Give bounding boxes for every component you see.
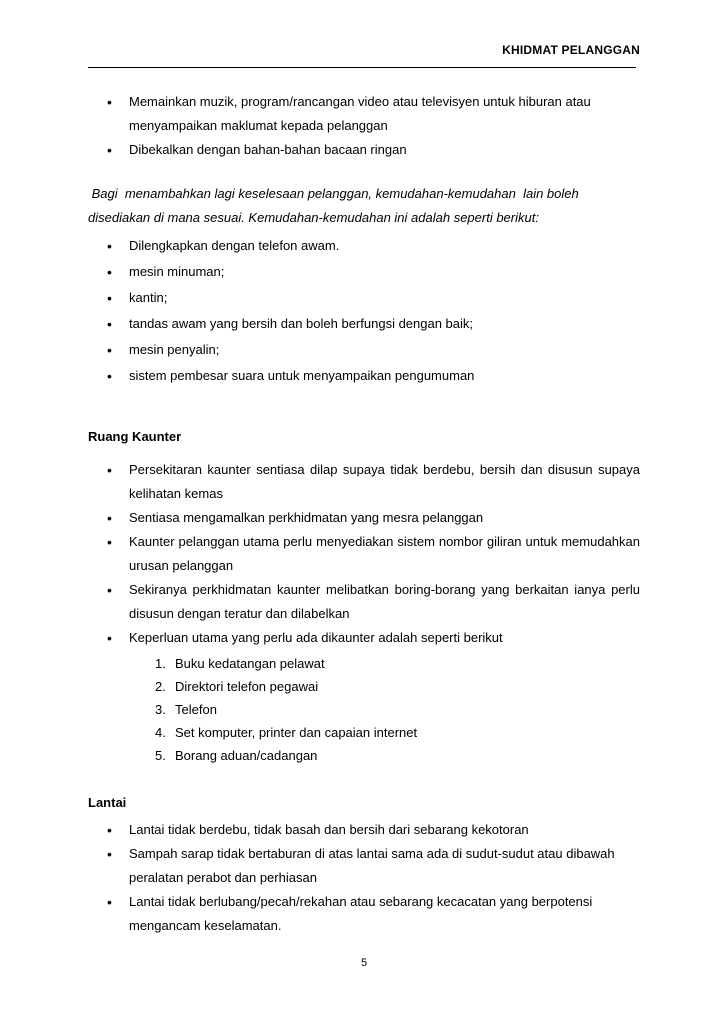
counter-requirements-list [88, 652, 640, 767]
list-item: • Lantai tidak berlubang/pecah/rekahan atau sebarang kecacatan yang berpotensi mengancam keselamatan. [88, 890, 640, 938]
entertainment-list [88, 90, 640, 162]
numbered-item: 3. Telefon [155, 702, 217, 717]
list-item: • Kaunter pelanggan utama perlu menyediakan sistem nombor giliran untuk memudahkan urusan pelanggan [88, 530, 640, 578]
list-item: • sistem pembesar suara untuk menyampaikan pengumuman [88, 364, 640, 388]
list-item: • kantin; [88, 286, 640, 310]
bullet-icon: • [107, 342, 112, 358]
list-item: • Sampah sarap tidak bertaburan di atas lantai sama ada di sudut-sudut atau dibawah peralatan perabot dan perhiasan [88, 842, 640, 890]
list-item: • Sentiasa mengamalkan perkhidmatan yang mesra pelanggan [88, 506, 640, 530]
list-item: • Sekiranya perkhidmatan kaunter melibatkan boring-borang yang berkaitan ianya perlu disusun dengan teratur dan dilabelkan [88, 578, 640, 626]
bullet-icon: • [107, 894, 112, 910]
intro-line-1: Bagi menambahkan lagi keselesaan pelanggan, kemudahan-kemudahan lain boleh [88, 186, 579, 201]
bullet-icon: • [107, 238, 112, 254]
bullet-icon: • [107, 534, 112, 550]
bullet-icon: • [107, 368, 112, 384]
bullet-icon: • [107, 142, 112, 158]
list-item: • Dibekalkan dengan bahan-bahan bacaan ringan [88, 138, 640, 162]
list-item: • mesin penyalin; [88, 338, 640, 362]
section-heading-counter: Ruang Kaunter [88, 429, 182, 444]
intro-line-2: disediakan di mana sesuai. Kemudahan-kemudahan ini adalah seperti berikut: [88, 210, 539, 225]
list-item: • tandas awam yang bersih dan boleh berfungsi dengan baik; [88, 312, 640, 336]
list-item: • Lantai tidak berdebu, tidak basah dan bersih dari sebarang kekotoran [88, 818, 640, 842]
counter-list [88, 458, 640, 767]
numbered-item: 5. Borang aduan/cadangan [155, 748, 318, 763]
bullet-icon: • [107, 582, 112, 598]
numbered-item: 4. Set komputer, printer dan capaian internet [155, 725, 418, 740]
header-divider [88, 67, 636, 68]
facilities-list [88, 234, 640, 388]
list-item: • Dilengkapkan dengan telefon awam. [88, 234, 640, 258]
list-item: • Keperluan utama yang perlu ada dikaunter adalah seperti berikut [88, 626, 640, 650]
list-item: • Persekitaran kaunter sentiasa dilap supaya tidak berdebu, bersih dan disusun supaya kelihatan kemas [88, 458, 640, 506]
list-item: • mesin minuman; [88, 260, 640, 284]
list-item: • Memainkan muzik, program/rancangan video atau televisyen untuk hiburan atau menyampaikan maklumat kepada pelanggan [88, 90, 640, 138]
bullet-icon: • [107, 846, 112, 862]
numbered-item: 1. Buku kedatangan pelawat [155, 656, 325, 671]
bullet-icon: • [107, 510, 112, 526]
floor-list [88, 818, 640, 938]
header-title: KHIDMAT PELANGGAN [502, 43, 640, 57]
numbered-item: 2. Direktori telefon pegawai [155, 679, 319, 694]
page-number: 5 [360, 957, 368, 969]
bullet-icon: • [107, 264, 112, 280]
bullet-icon: • [107, 94, 112, 110]
facilities-intro [88, 182, 640, 230]
bullet-icon: • [107, 462, 112, 478]
bullet-icon: • [107, 822, 112, 838]
bullet-icon: • [107, 290, 112, 306]
bullet-icon: • [107, 630, 112, 646]
section-heading-floor: Lantai [88, 795, 127, 810]
bullet-icon: • [107, 316, 112, 332]
